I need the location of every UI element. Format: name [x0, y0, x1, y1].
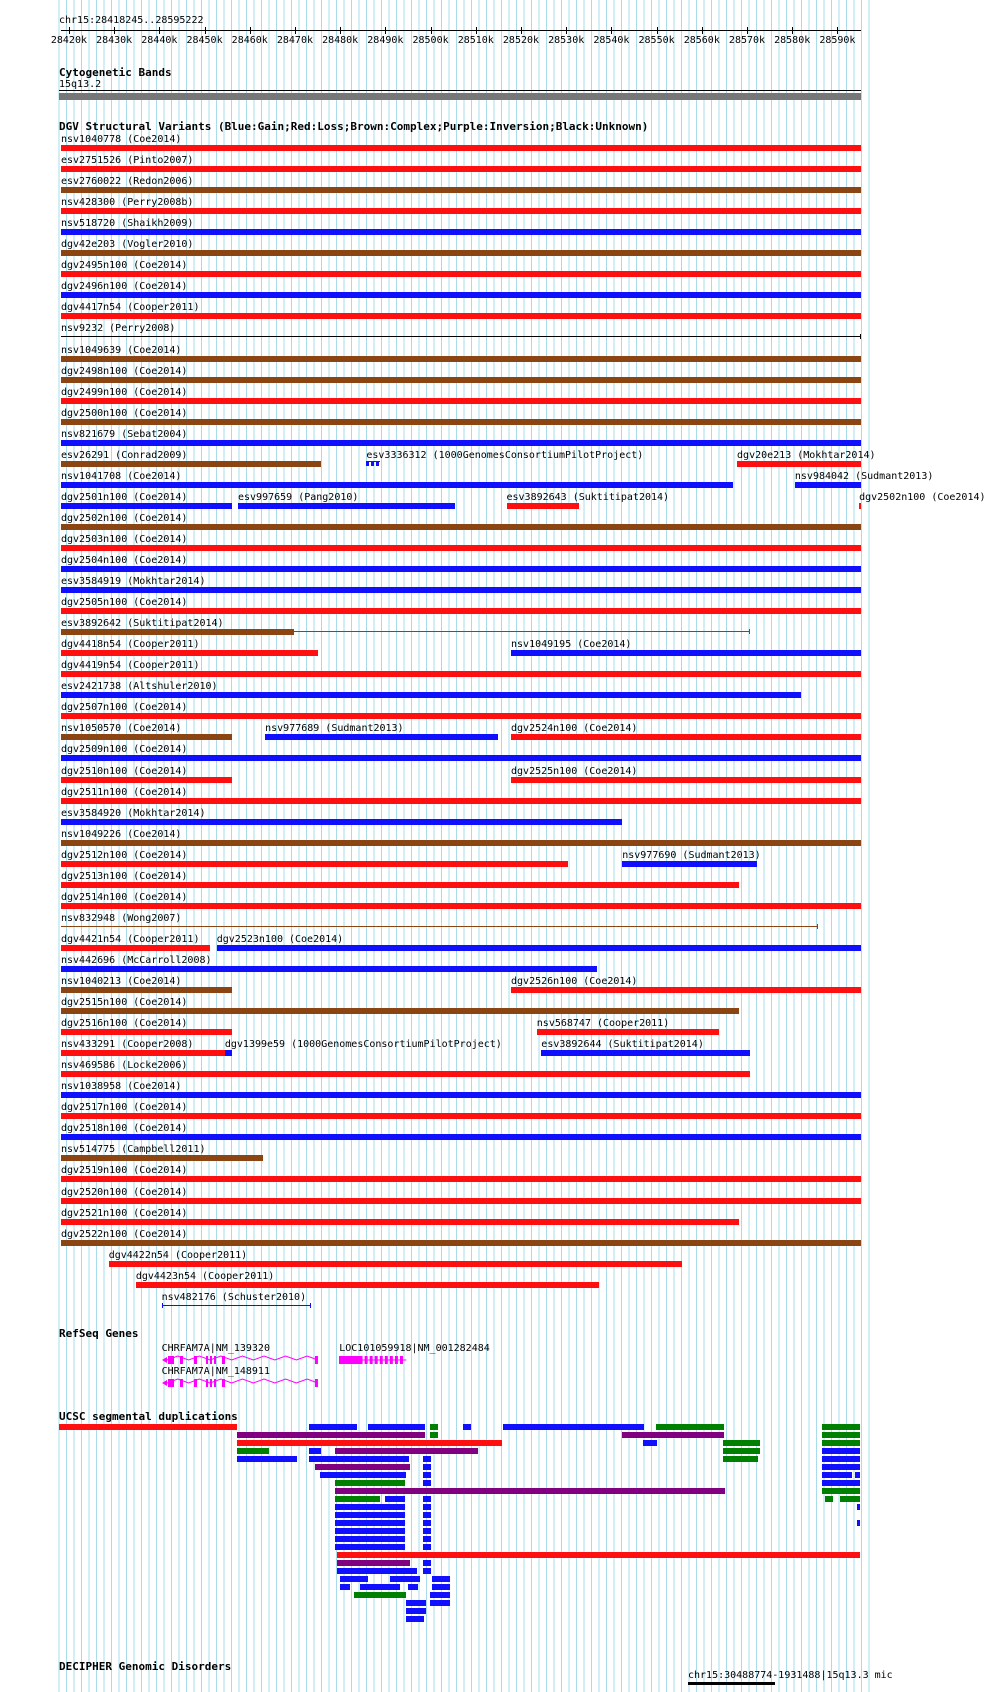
- segdup-block: [430, 1600, 450, 1606]
- segdup-block: [354, 1592, 406, 1598]
- dgv-feature-label[interactable]: nsv1049195 (Coe2014): [511, 639, 632, 651]
- segdup-block: [622, 1424, 644, 1430]
- segdup-block: [335, 1448, 478, 1454]
- decipher-feature-label[interactable]: chr15:30488774-1931488|15q13.3 mic: [688, 1670, 893, 1681]
- cytoband-label: 15q13.2: [59, 79, 102, 90]
- segdup-block: [337, 1552, 860, 1558]
- segdup-block: [335, 1512, 405, 1518]
- refseq-gene-label[interactable]: LOC101059918|NM_001282484: [339, 1343, 490, 1354]
- segdup-block: [335, 1488, 725, 1494]
- segdup-block: [337, 1568, 417, 1574]
- dgv-feature-label[interactable]: nsv1040213 (Coe2014): [61, 976, 182, 987]
- segdup-block: [656, 1424, 724, 1430]
- segdup-block: [423, 1520, 431, 1526]
- refseq-gene-label[interactable]: CHRFAM7A|NM_148911: [161, 1366, 270, 1377]
- dgv-feature-label[interactable]: nsv1049226 (Coe2014): [61, 828, 182, 840]
- dgv-feature-label[interactable]: esv997659 (Pang2010): [237, 491, 359, 503]
- segdup-block: [423, 1528, 431, 1534]
- dgv-feature-label[interactable]: dgv2521n100 (Coe2014): [61, 1207, 188, 1219]
- dgv-feature-label[interactable]: esv3336312 (1000GenomesConsortiumPilotProject): [366, 449, 644, 461]
- segdup-block: [723, 1440, 760, 1446]
- dgv-feature-label[interactable]: dgv2510n100 (Coe2014): [61, 765, 188, 777]
- segdup-block: [430, 1424, 438, 1430]
- dgv-feature-label[interactable]: nsv482176 (Schuster2010): [161, 1291, 307, 1303]
- segdup-block: [335, 1528, 405, 1534]
- segdup-block: [822, 1488, 860, 1494]
- dgv-feature-label[interactable]: dgv4418n54 (Cooper2011): [61, 639, 200, 651]
- segdup-block: [723, 1456, 758, 1462]
- track-title-dgv: DGV Structural Variants (Blue:Gain;Red:Loss;Brown:Complex;Purple:Inversion;Black:Unknown): [59, 120, 649, 133]
- segdup-block: [423, 1456, 431, 1462]
- dgv-feature-label[interactable]: dgv2507n100 (Coe2014): [61, 702, 188, 714]
- segdup-block: [360, 1584, 400, 1590]
- segdup-block: [340, 1584, 350, 1590]
- dgv-feature-label[interactable]: esv2751526 (Pinto2007): [61, 155, 194, 167]
- segdup-block: [432, 1584, 450, 1590]
- ruler-tick-label: 28420k: [50, 35, 87, 46]
- dgv-feature-label[interactable]: nsv433291 (Cooper2008): [61, 1039, 194, 1051]
- segdup-block: [237, 1448, 269, 1454]
- dgv-feature-label[interactable]: dgv1399e59 (1000GenomesConsortiumPilotProject): [224, 1039, 502, 1051]
- dgv-feature-label[interactable]: dgv2503n100 (Coe2014): [61, 533, 188, 545]
- ruler-tick-label: 28510k: [457, 35, 494, 46]
- segdup-block: [406, 1600, 426, 1606]
- segdup-block: [423, 1560, 431, 1566]
- dgv-feature-label[interactable]: dgv2499n100 (Coe2014): [61, 386, 188, 398]
- segdup-block: [309, 1456, 409, 1462]
- segdup-block: [423, 1568, 431, 1574]
- dgv-feature-label[interactable]: dgv2526n100 (Coe2014): [511, 976, 638, 987]
- segdup-block: [335, 1504, 405, 1510]
- segdup-block: [423, 1480, 431, 1486]
- dgv-feature-label[interactable]: dgv2517n100 (Coe2014): [61, 1102, 188, 1114]
- segdup-block: [237, 1432, 425, 1438]
- segdup-block: [335, 1480, 405, 1486]
- ruler-tick-label: 28570k: [728, 35, 766, 46]
- track-title-segdups: UCSC segmental duplications: [59, 1410, 238, 1423]
- dgv-feature-label[interactable]: nsv977689 (Sudmant2013): [265, 723, 404, 735]
- dgv-feature-label[interactable]: nsv1049639 (Coe2014): [61, 344, 182, 356]
- dgv-feature-label[interactable]: nsv428300 (Perry2008b): [61, 197, 194, 209]
- ruler-tick-label: 28460k: [231, 35, 268, 46]
- dgv-feature-label[interactable]: nsv1041708 (Coe2014): [61, 470, 182, 482]
- segdup-block: [368, 1424, 425, 1430]
- dgv-feature-label[interactable]: dgv4419n54 (Cooper2011): [61, 660, 200, 672]
- dgv-feature-label[interactable]: dgv2522n100 (Coe2014): [61, 1228, 188, 1240]
- dgv-feature-label[interactable]: esv3892642 (Suktitipat2014): [61, 618, 224, 630]
- segdup-block: [432, 1576, 450, 1582]
- segdup-block: [822, 1448, 860, 1454]
- ruler-tick-label: 28450k: [186, 35, 223, 46]
- ruler-tick-label: 28580k: [774, 35, 811, 46]
- track-title-cytobands: Cytogenetic Bands: [59, 66, 172, 79]
- dgv-feature-label[interactable]: dgv4417n54 (Cooper2011): [61, 302, 200, 314]
- dgv-feature-label[interactable]: dgv2523n100 (Coe2014): [216, 933, 344, 945]
- segdup-block: [840, 1496, 860, 1502]
- dgv-feature-label[interactable]: dgv2511n100 (Coe2014): [61, 786, 188, 798]
- ruler-tick-label: 28590k: [819, 35, 856, 46]
- segdup-block: [237, 1440, 502, 1446]
- dgv-feature-label[interactable]: nsv1050570 (Coe2014): [61, 723, 182, 735]
- dgv-feature-label[interactable]: nsv469586 (Locke2006): [61, 1060, 188, 1072]
- dgv-feature-label[interactable]: dgv4421n54 (Cooper2011): [61, 933, 200, 945]
- dgv-feature-label[interactable]: dgv2495n100 (Coe2014): [61, 260, 188, 272]
- segdup-block: [430, 1592, 450, 1598]
- segdup-block: [335, 1520, 405, 1526]
- dgv-feature-label[interactable]: nsv1040778 (Coe2014): [61, 134, 182, 145]
- dgv-feature-label[interactable]: esv3892644 (Suktitipat2014): [541, 1039, 704, 1051]
- dgv-feature-label[interactable]: dgv2502n100 (Coe2014): [61, 512, 188, 524]
- segdup-block: [335, 1496, 380, 1502]
- segdup-block: [855, 1472, 860, 1478]
- dgv-feature-label[interactable]: dgv2519n100 (Coe2014): [61, 1165, 188, 1177]
- ruler-position-label: chr15:28418245..28595222: [59, 15, 204, 26]
- dgv-feature-label[interactable]: dgv2509n100 (Coe2014): [61, 744, 188, 756]
- segdup-block: [59, 1424, 237, 1430]
- dgv-feature-label[interactable]: dgv2502n100 (Coe2014): [859, 491, 986, 503]
- segdup-block: [822, 1464, 860, 1470]
- dgv-feature-label[interactable]: esv3892643 (Suktitipat2014): [506, 491, 670, 503]
- segdup-block: [825, 1496, 833, 1502]
- dgv-feature-label[interactable]: dgv2505n100 (Coe2014): [61, 597, 188, 609]
- dgv-feature-label[interactable]: dgv2504n100 (Coe2014): [61, 555, 188, 566]
- dgv-feature-label[interactable]: dgv2515n100 (Coe2014): [61, 997, 188, 1009]
- segdup-block: [315, 1464, 410, 1470]
- dgv-feature-label[interactable]: nsv984042 (Sudmant2013): [794, 470, 934, 482]
- ruler-tick-label: 28470k: [276, 35, 313, 46]
- segdup-block: [822, 1472, 852, 1478]
- segdup-block: [335, 1544, 405, 1550]
- dgv-feature-label[interactable]: dgv2500n100 (Coe2014): [61, 407, 188, 419]
- track-title-refseq: RefSeq Genes: [59, 1327, 139, 1340]
- segdup-block: [463, 1424, 471, 1430]
- ruler-tick-label: 28500k: [412, 35, 449, 46]
- ruler-tick-label: 28490k: [367, 35, 404, 46]
- segdup-block: [423, 1536, 431, 1542]
- segdup-block: [337, 1560, 410, 1566]
- dgv-feature-label[interactable]: dgv20e213 (Mokhtar2014): [737, 449, 876, 461]
- segdup-block: [622, 1432, 724, 1438]
- segdup-block: [423, 1472, 431, 1478]
- segdup-block: [309, 1448, 321, 1454]
- dgv-feature-label[interactable]: nsv442696 (McCarroll2008): [61, 954, 212, 966]
- ruler-tick-label: 28530k: [548, 35, 585, 46]
- segdup-block: [423, 1496, 431, 1502]
- segdup-block: [406, 1608, 426, 1614]
- dgv-feature-label[interactable]: dgv4422n54 (Cooper2011): [108, 1249, 248, 1261]
- dgv-feature-label[interactable]: nsv9232 (Perry2008): [61, 323, 176, 335]
- dgv-feature-label[interactable]: dgv2520n100 (Coe2014): [61, 1186, 188, 1198]
- dgv-feature-label[interactable]: esv2421738 (Altshuler2010): [61, 681, 218, 693]
- ruler-tick-label: 28520k: [502, 35, 540, 46]
- segdup-block: [822, 1456, 860, 1462]
- segdup-block: [340, 1576, 368, 1582]
- segdup-block: [423, 1544, 431, 1550]
- dgv-feature-label[interactable]: dgv42e203 (Vogler2010): [61, 239, 194, 251]
- ruler-tick-label: 28560k: [683, 35, 720, 46]
- ruler-tick-label: 28550k: [638, 35, 675, 46]
- dgv-feature-label[interactable]: dgv2518n100 (Coe2014): [61, 1123, 188, 1135]
- segdup-block: [406, 1616, 424, 1622]
- segdup-block: [723, 1448, 760, 1454]
- dgv-feature-label[interactable]: dgv2525n100 (Coe2014): [511, 765, 638, 777]
- dgv-feature-label[interactable]: nsv568747 (Cooper2011): [536, 1018, 670, 1030]
- segdup-block: [423, 1504, 431, 1510]
- segdup-block: [857, 1504, 860, 1510]
- dgv-feature-label[interactable]: dgv2496n100 (Coe2014): [61, 281, 188, 293]
- dgv-feature-label[interactable]: esv3584919 (Mokhtar2014): [61, 576, 206, 588]
- segdup-block: [643, 1440, 657, 1446]
- dgv-feature-label[interactable]: nsv977690 (Sudmant2013): [622, 849, 761, 861]
- ruler-tick-label: 28430k: [96, 35, 133, 46]
- segdup-block: [430, 1432, 438, 1438]
- segdup-block: [822, 1440, 860, 1446]
- segdup-block: [423, 1512, 431, 1518]
- dgv-feature-label[interactable]: dgv2514n100 (Coe2014): [61, 891, 188, 903]
- segdup-block: [822, 1432, 860, 1438]
- ruler-tick-label: 28440k: [141, 35, 178, 46]
- segdup-block: [237, 1456, 297, 1462]
- ruler-tick-label: 28540k: [593, 35, 630, 46]
- refseq-gene-label[interactable]: CHRFAM7A|NM_139320: [161, 1343, 270, 1354]
- segdup-block: [390, 1576, 420, 1582]
- decipher-feature-bar[interactable]: [688, 1682, 775, 1685]
- dgv-feature-label[interactable]: dgv2498n100 (Coe2014): [61, 365, 188, 377]
- segdup-block: [822, 1480, 860, 1486]
- segdup-block: [822, 1424, 860, 1430]
- track-title-decipher: DECIPHER Genomic Disorders: [59, 1660, 232, 1673]
- dgv-feature-label[interactable]: nsv1038958 (Coe2014): [61, 1081, 182, 1093]
- segdup-block: [408, 1584, 418, 1590]
- dgv-feature-label[interactable]: dgv2524n100 (Coe2014): [511, 723, 638, 735]
- segdup-block: [320, 1472, 406, 1478]
- segdup-block: [385, 1496, 405, 1502]
- ruler-tick-label: 28480k: [322, 35, 359, 46]
- dgv-feature-label[interactable]: esv2760022 (Redon2006): [61, 176, 194, 188]
- dgv-feature-label[interactable]: dgv2512n100 (Coe2014): [61, 849, 188, 861]
- dgv-feature-label[interactable]: esv3584920 (Mokhtar2014): [61, 807, 206, 819]
- dgv-feature-label[interactable]: nsv821679 (Sebat2004): [61, 428, 188, 440]
- segdup-block: [309, 1424, 357, 1430]
- dgv-feature-label[interactable]: esv26291 (Conrad2009): [61, 449, 188, 461]
- dgv-feature-label[interactable]: dgv4423n54 (Cooper2011): [135, 1270, 275, 1282]
- segdup-block: [335, 1536, 405, 1542]
- dgv-feature-label[interactable]: dgv2516n100 (Coe2014): [61, 1018, 188, 1030]
- dgv-feature-label[interactable]: dgv2501n100 (Coe2014): [61, 491, 188, 503]
- dgv-feature-label[interactable]: nsv514775 (Campbell2011): [61, 1144, 206, 1156]
- dgv-feature-label[interactable]: dgv2513n100 (Coe2014): [61, 870, 188, 882]
- dgv-feature-label[interactable]: nsv832948 (Wong2007): [61, 912, 182, 924]
- dgv-feature-label[interactable]: nsv518720 (Shaikh2009): [61, 218, 194, 230]
- segdup-block: [423, 1464, 431, 1470]
- segdup-block: [857, 1520, 860, 1526]
